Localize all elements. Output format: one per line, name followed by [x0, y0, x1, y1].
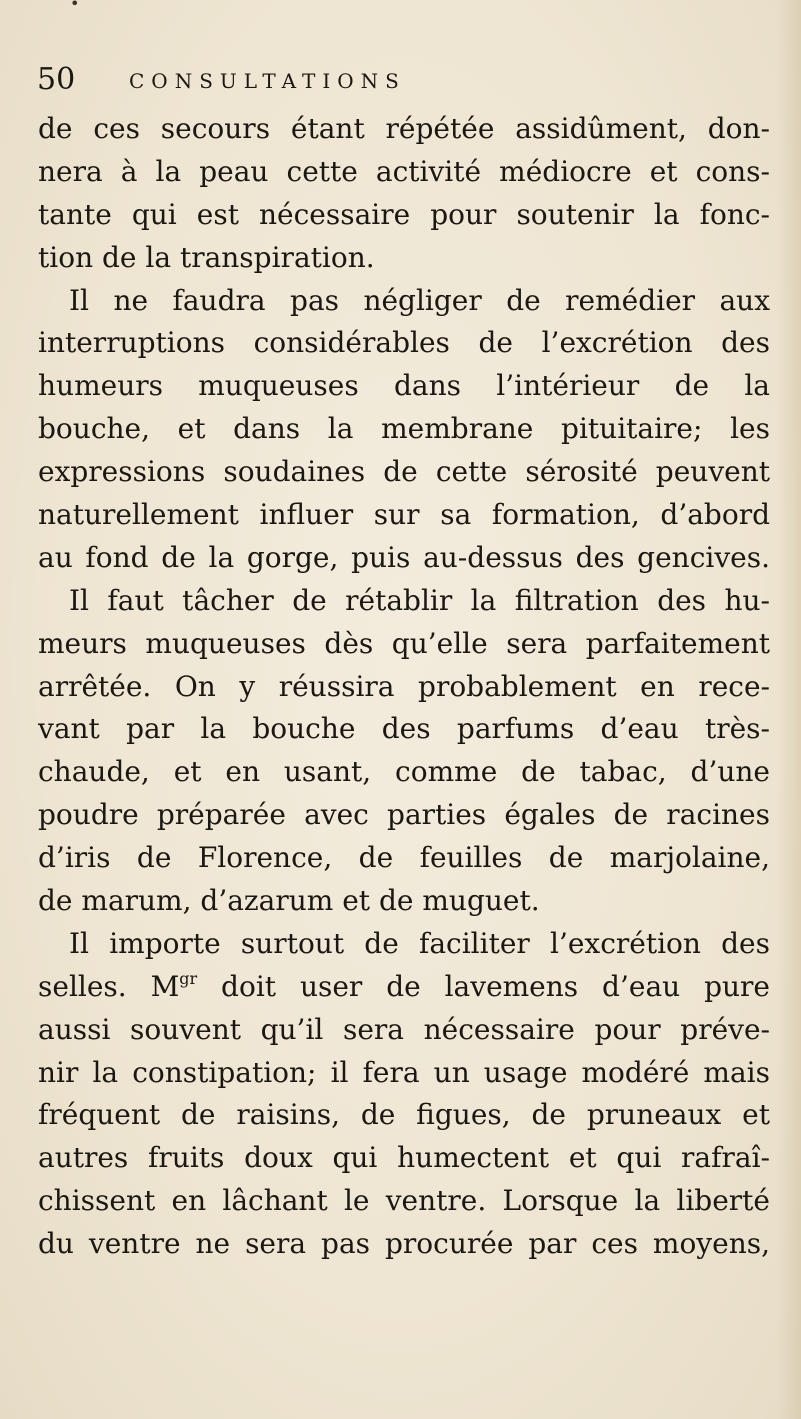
text-line: poudre préparée avec parties égales de racines — [38, 798, 770, 832]
text-line: au fond de la gorge, puis au-dessus des gencives. — [38, 540, 770, 574]
text-line: bouche, et dans la membrane pituitaire; les — [38, 412, 770, 446]
page-header — [37, 62, 757, 102]
text-line: chaude, et en usant, comme de tabac, d’une — [38, 755, 770, 789]
page-edge-shadow — [777, 0, 801, 1419]
text-line: nir la constipation; il fera un usage modéré mais — [38, 1055, 770, 1089]
paragraph-start-line: Il faut tâcher de rétablir la filtration des hu- — [69, 583, 770, 617]
text-line: de marum, d’azarum et de muguet. — [38, 884, 540, 918]
text-line: d’iris de Florence, de feuilles de marjolaine, — [38, 841, 770, 875]
page-number: 50 — [37, 62, 76, 97]
text-line: fréquent de raisins, de figues, de pruneaux et — [38, 1098, 770, 1132]
body-text — [38, 108, 770, 1266]
text-line: de ces secours étant répétée assidûment, don- — [38, 112, 770, 145]
text-line: naturellement influer sur sa formation, d’abord — [38, 498, 770, 532]
text-line: chissent en lâchant le ventre. Lorsque la liberté — [38, 1184, 770, 1218]
text-line: du ventre ne sera pas procurée par ces moyens, — [38, 1227, 770, 1261]
running-head: CONSULTATIONS — [129, 69, 406, 93]
paragraph-start-line: Il ne faudra pas négliger de remédier aux — [69, 283, 770, 317]
line-prefix: selles. M — [38, 969, 180, 1003]
text-line: interruptions considérables de l’excrétion des — [38, 326, 770, 360]
text-line: aussi souvent qu’il sera nécessaire pour préve- — [38, 1012, 770, 1046]
text-line: arrêtée. On y réussira probablement en rece- — [38, 669, 770, 703]
text-line: nera à la peau cette activité médiocre et cons- — [38, 154, 770, 188]
text-line: tante qui est nécessaire pour soutenir la fonc- — [38, 197, 770, 231]
superscript-gr: gr — [179, 968, 198, 988]
paragraph-start-line: Il importe surtout de faciliter l’excrétion des — [69, 926, 770, 960]
text-line-with-superscript — [38, 966, 770, 1009]
text-line: expressions soudaines de cette sérosité peuvent — [38, 455, 770, 489]
line-suffix: doit user de lavemens d’eau pure — [197, 969, 770, 1003]
text-line: tion de la transpiration. — [38, 240, 375, 274]
text-line: humeurs muqueuses dans l’intérieur de la — [38, 369, 770, 403]
text-line: meurs muqueuses dès qu’elle sera parfaitement — [38, 626, 770, 660]
text-line: vant par la bouche des parfums d’eau très- — [38, 712, 770, 746]
top-margin-mark: • — [70, 0, 80, 13]
text-line: autres fruits doux qui humectent et qui rafraî- — [38, 1141, 770, 1175]
